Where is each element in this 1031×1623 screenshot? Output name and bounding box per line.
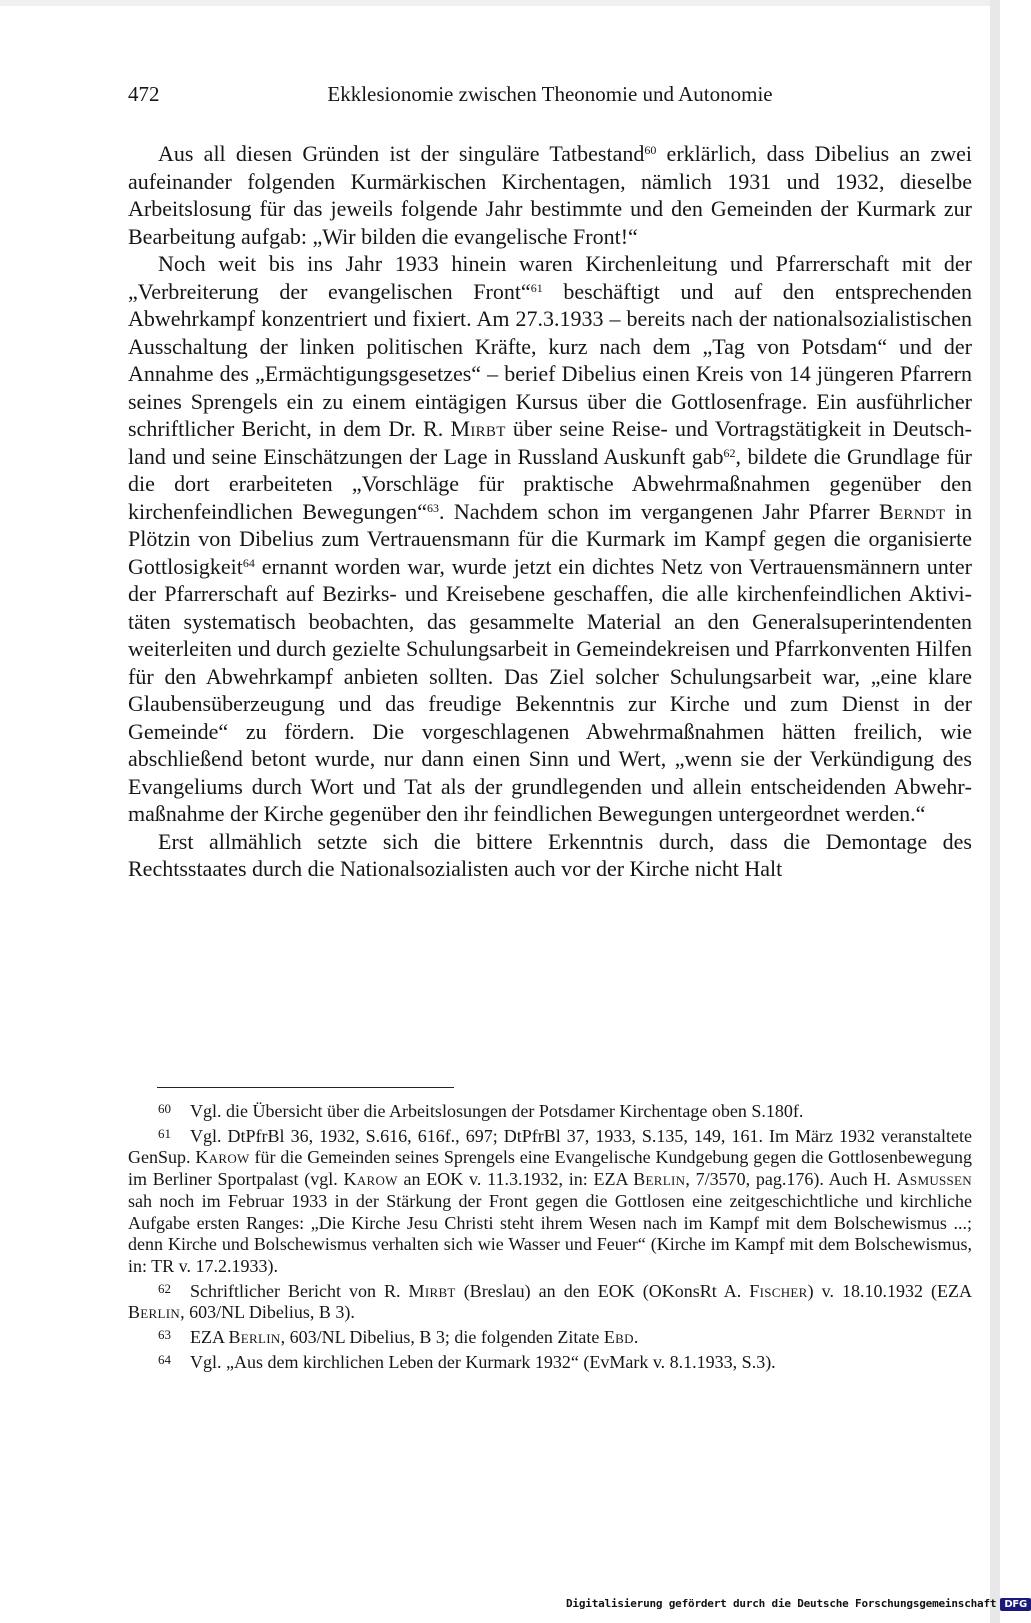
footnote-ref-64[interactable]: 64: [242, 555, 255, 570]
paragraph-3: Erst allmählich setzte sich die bittere Erkenntnis durch, dass die Demontage des Rechtsstaates durch die Nationalsozialisten auch vor der Kirche nicht Halt: [128, 828, 972, 881]
footnote-number: 60: [158, 1101, 171, 1116]
dfg-logo-icon: DFG: [1000, 1598, 1031, 1611]
footnote-separator: [157, 1087, 454, 1088]
main-text: [128, 140, 972, 883]
person-name: Fischer: [749, 1280, 808, 1301]
footnote-number: 64: [158, 1351, 171, 1367]
running-title: Ekklesionomie zwischen Theonomie und Autonomie: [327, 82, 773, 106]
page-number: 472: [128, 82, 160, 106]
paragraph-2: Noch weit bis ins Jahr 1933 hinein waren Kirchenleitung und Pfarrerschaft mit der „Verbreiterung der evangelischen Front“$^{61}$ beschäftigt und auf den entsprechenden Abwehrkampf konzentriert und fixiert. Am 27.3.1933 – bereits nach der nationalsozialistischen Ausschaltung der linken politischen Kräfte, kurz nach dem „Tag von Potsdam“ und der Annahme des „Ermächtigungsgesetzes“ – berief Dibelius einen Kreis von 14 jüngeren Pfarrern seines Sprengels ein zu einem eintägigen Kursus über die Gottlosenfrage. Ein ausführlicher schriftlicher Bericht, in dem Dr. R. Mirbt über seine Reise- und Vortragstätigkeit in Deutschland und seine Einschätzungen der Lage in Russland Auskunft gab$^{62}$, bildete die Grundlage für die dort erarbeiteten „Vorschläge für praktische Abwehrmaßnahmen gegenüber den kirchenfeindlichen Bewegungen“$^{63}$. Nachdem schon im vergangenen Jahr Pfarrer Berndt in Plötzin von Dibelius zum Vertrauensmann für die Kurmark im Kampf gegen die organisierte Gottlosigkeit$^{64}$ ernannt worden war, wurde jetzt ein dichtes Netz von Vertrauensmännern unter der Pfarrerschaft auf Bezirks- und Kreisebene geschaffen, die alle kirchenfeindlichen Aktivitäten systematisch beobachten, das gesammelte Material an den Generalsuperintendenten weiterleiten und durch gezielte Schulungsarbeit in Gemeindekreisen und Pfarrkonventen Hilfen für den Abwehrkampf anbieten sollten. Das Ziel solcher Schulungsarbeit war, „eine klare Glaubensüberzeugung und das freudige Bekenntnis zur Kirche und zum Dienst in der Gemeinde“ zu fördern. Die vorgeschlagenen Abwehrmaßnahmen hätten freilich, wie abschließend betont wurde, nur dann einen Sinn und Wert, „wenn sie der Verkündigung des Evangeliums durch Wort und Tat als der grundlegenden und allein entscheidenden Abwehrmaßnahme der Kirche gegenüber den ihr feindlichen Bewegungen untergeordnet werden.“: [128, 251, 972, 826]
archive-name: Berlin: [633, 1169, 686, 1190]
person-name: Mirbt: [408, 1280, 456, 1301]
footnote-63: 63 EZA Berlin, 603/NL Dibelius, B 3; die folgenden Zitate Ebd.: [128, 1324, 972, 1349]
footnote-number: 61: [158, 1125, 171, 1141]
footnote-ref-60[interactable]: 60: [644, 143, 657, 157]
scan-edge-right: [990, 0, 1000, 1623]
paragraph-1: Aus all diesen Gründen ist der singuläre Tatbestand$^{60}$ erklärlich, dass Dibelius an zwei aufeinander folgenden Kurmärkischen Kirchentagen, nämlich 1931 und 1932, dieselbe Arbeitslosung für das jeweils folgende Jahr bestimmte und den Gemeinden der Kurmark zur Bearbeitung aufgab: „Wir bilden die evangelische Front!“: [128, 141, 972, 249]
footnote-64: 64 Vgl. „Aus dem kirchlichen Leben der Kurmark 1932“ (EvMark v. 8.1.1933, S.3).: [128, 1349, 972, 1374]
archive-name: Berlin: [128, 1302, 181, 1323]
person-name: Karow: [195, 1147, 250, 1168]
footnote-ref-63[interactable]: 63: [426, 500, 439, 515]
footnote-60: 60 Vgl. die Übersicht über die Arbeitslosungen der Potsdamer Kirchentage oben S.180f.: [128, 1098, 972, 1123]
person-name: Asmussen: [896, 1169, 972, 1190]
person-name: Karow: [343, 1169, 398, 1190]
digitization-notice: Digitalisierung gefördert durch die Deutsche Forschungsgemeinschaft DFG: [566, 1597, 1031, 1615]
footnote-ref-61[interactable]: 61: [530, 280, 543, 295]
footnote-number: 62: [158, 1280, 171, 1296]
running-head: [128, 82, 972, 114]
footnote-number: 63: [158, 1327, 171, 1343]
footnotes: [128, 1098, 972, 1373]
archive-name: Berlin: [228, 1327, 281, 1348]
footnote-62: 62 Schriftlicher Bericht von R. Mirbt (Breslau) an den EOK (OKonsRt A. Fischer) v. 18.10.1932 (EZA Berlin, 603/NL Dibelius, B 3).: [128, 1278, 972, 1324]
footnote-61: 61 Vgl. DtPfrBl 36, 1932, S.616, 616f., 697; DtPfrBl 37, 1933, S.135, 149, 161. Im März 1932 veranstaltete GenSup. Karow für die Gemeinden seines Sprengels eine Evangelische Kundgebung gegen die Gottlosenbewegung im Berliner Sportpalast (vgl. Karow an EOK v. 11.3.1932, in: EZA Berlin, 7/3570, pag.176). Auch H. Asmussen sah noch im Februar 1933 in der Stärkung der Front gegen die Gottlosen eine zeitgeschichtliche und kirchliche Aufgabe ersten Ranges: „Die Kirche Jesu Christi steht ihrem Wesen nach im Kampf mit dem Bolschewismus ...; denn Kirche und Bolschewismus verhalten sich wie Wasser und Feuer“ (Kirche im Kampf mit dem Bolschewismus, in: TR v. 17.2.1933).: [128, 1123, 972, 1278]
person-name: Berndt: [878, 498, 946, 524]
person-name: Mirbt: [450, 416, 506, 441]
ibid-abbrev: Ebd: [603, 1327, 634, 1348]
footnote-ref-62[interactable]: 62: [723, 445, 736, 460]
scan-edge-top: [0, 0, 1000, 6]
